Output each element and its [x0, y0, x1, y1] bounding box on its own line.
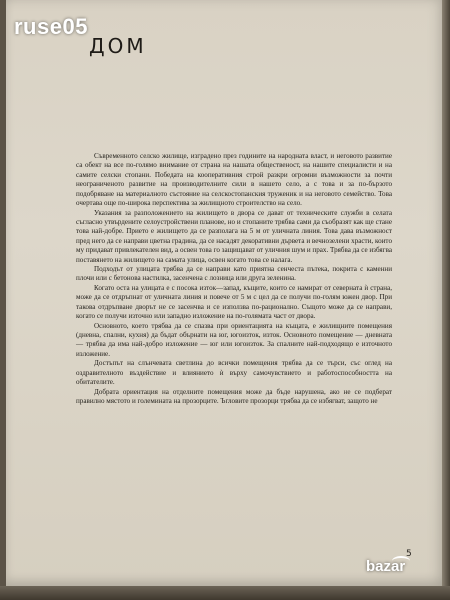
watermark: ruse05: [14, 14, 88, 39]
paragraph: Подходът от улицата трябва да се направи като приятна сенчеста пътека, покрита с каменни плочи или с бетонова настилка, засенчена с лозница или друга зеленина.: [76, 265, 392, 283]
book-page: [6, 0, 444, 586]
paragraph: Указания за разположението на жилището в двора се дават от техническите служби в селата съгласно утвърдените селоустройствени планове, но и стопаните трябва сами да съобразят как ще стане това най-добре. Прието е жилището да се разполага на 5 м от уличната линия. Това дава възможност пред него да се направи цветна градина, да се насадят декоративни дървета и вечнозелени храсти, които му придават привлекателен вид, а освен това го защищават от уличния шум и прах. Трябва да се избягва поставянето на жилището на самата улица, освен когато това се налага.: [76, 208, 392, 264]
paragraph: Добрата ориентация на отделните помещения може да бъде нарушена, ако не се подберат правилно мястото и големината на прозорците. Ъгловите прозорци трябва да се избягват, защото не: [76, 387, 392, 405]
paragraph: Достъпът на слънчевата светлина до всички помещения трябва да се търси, със оглед на оздравителното въздействие и влиянието ѝ върху самочувствието и работоспособността на обитателите.: [76, 359, 392, 387]
table-surface: [0, 586, 450, 600]
paragraph: Основното, което трябва да се спазва при ориентацията на къщата, е жилищните помещения (дневна, спални, кухня) да бъдат обърнати на юг, югоизток, изток. Основното помещение — дневната — трябва да има най-добро изложение — юг или югоизток. За спалните най-подходящо е източното изложение.: [76, 321, 392, 358]
book-spine-edge: [442, 0, 450, 600]
paragraph: Когато оста на улицата е с посока изток—запад, къщите, които се намират от северната ѝ страна, може да се отдръпнат от уличната линия и повече от 5 м с цел да се получи по-голям южен двор. При такова отдръпване дворът не се засенчва и се използва по-рационално. Същото може да се направи, когато се получи източно или западно изложение на по-голямата част от двора.: [76, 283, 392, 321]
bazar-logo: bazar: [366, 558, 406, 575]
page-title: ДОМ: [89, 34, 147, 58]
page-number: 5: [406, 549, 412, 559]
body-text: [76, 152, 392, 406]
paragraph: Съвременното селско жилище, изградено през годините на народната власт, и неговото развитие са обект на все по-голямо внимание от страна на нашата общественост, на нашите специалисти и на самите селски стопани. Победата на кооперативния строй разкри огромни възможности за почти неограниченото развитие на производителните сили в нашето село, а с това и за по-бързото подобряване на материалното състояние на селскостопанския труженик и на неговото семейство. Това очертава още по-широка перспектива за жилищното строителство на село.: [76, 152, 392, 208]
